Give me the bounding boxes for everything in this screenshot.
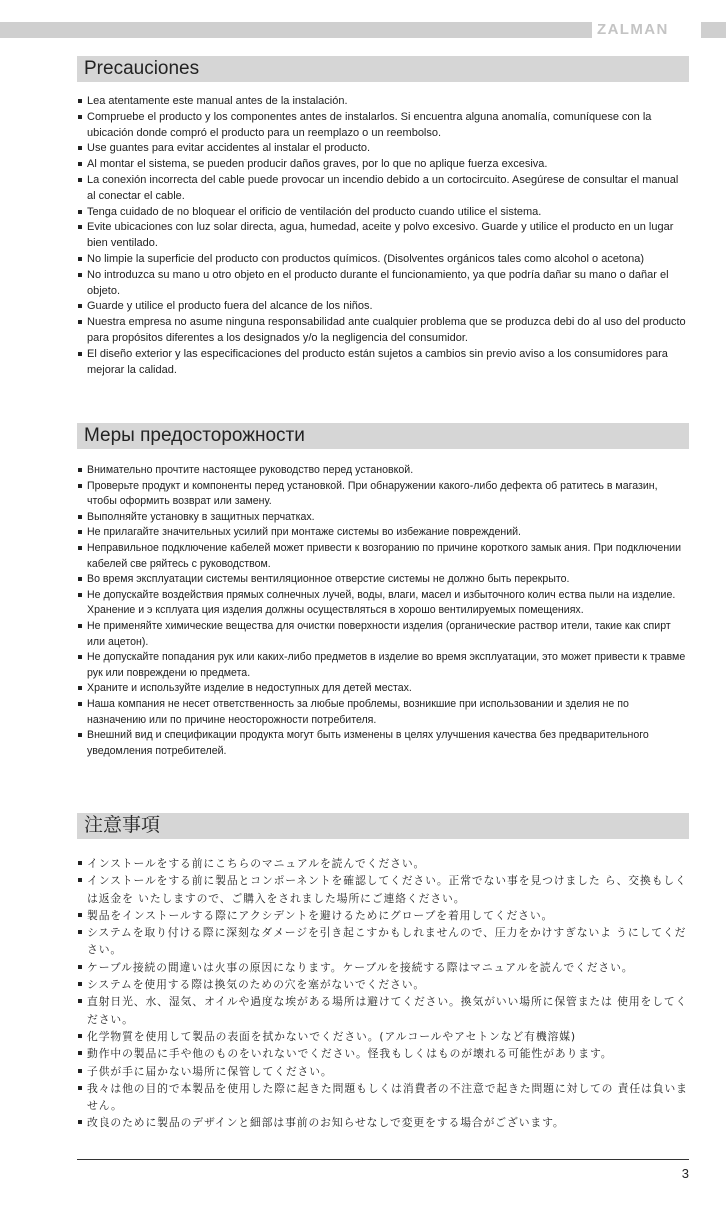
precautions-list-ru	[77, 463, 689, 759]
list-item: Al montar el sistema, se pueden producir daños graves, por lo que no aplique fuerza excesiva.	[77, 157, 689, 173]
list-item: インストールをする前にこちらのマニュアルを読んでください。	[77, 855, 689, 872]
list-item: Неправильное подключение кабелей может привести к возгоранию по причине короткого замык ания. При подключении кабелей све ряйтесь с руководством.	[77, 541, 689, 572]
section-precauciones	[77, 56, 689, 378]
list-item: インストールをする前に製品とコンポーネントを確認してください。正常でない事を見つけました ら、交換もしくは返金を いたしますので、ご購入をされました場所にご連絡ください。	[77, 872, 689, 907]
zalman-logo: ZALMAN	[597, 21, 669, 38]
list-item: Compruebe el producto y los componentes antes de instalarlos. Si encuentra alguna anomalía, comuníquese con la ubicación donde compró el producto para un reemplazo o un reembolso.	[77, 110, 689, 142]
list-item: Выполняйте установку в защитных перчатках.	[77, 510, 689, 526]
list-item: Nuestra empresa no asume ninguna responsabilidad ante cualquier problema que se produzca debi do al uso del producto para propósitos diferentes a los designados y/o la negligencia del consumidor.	[77, 315, 689, 347]
header-rule-tail	[701, 22, 726, 38]
list-item: Use guantes para evitar accidentes al instalar el producto.	[77, 141, 689, 157]
list-item: ケーブル接続の間違いは火事の原因になります。ケーブルを接続する際はマニュアルを読んでください。	[77, 959, 689, 976]
list-item: No limpie la superficie del producto con productos químicos. (Disolventes orgánicos tales como alcohol o acetona)	[77, 252, 689, 268]
list-item: 直射日光、水、湿気、オイルや過度な埃がある場所は避けてください。換気がいい場所に保管または 使用をしてください。	[77, 993, 689, 1028]
list-item: Внешний вид и спецификации продукта могут быть изменены в целях улучшения качества без предварительного уведомления потребителей.	[77, 728, 689, 759]
precautions-list-es	[77, 94, 689, 378]
footer-rule	[77, 1159, 689, 1160]
section-title-ja: 注意事項	[77, 813, 689, 839]
section-title-es: Precauciones	[77, 56, 689, 82]
list-item: 製品をインストールする際にアクシデントを避けるためにグローブを着用してください。	[77, 907, 689, 924]
list-item: Evite ubicaciones con luz solar directa, agua, humedad, aceite y polvo excesivo. Guarde y utilice el producto en un lugar bien ventilado.	[77, 220, 689, 252]
section-chuui-jikou	[77, 813, 689, 1132]
list-item: 化学物質を使用して製品の表面を拭かないでください。(アルコールやアセトンなど有機溶媒)	[77, 1028, 689, 1045]
section-title-ru: Меры предосторожности	[77, 423, 689, 449]
list-item: Не прилагайте значительных усилий при монтаже системы во избежание повреждений.	[77, 525, 689, 541]
page-number: 3	[681, 1166, 689, 1181]
list-item: Во время эксплуатации системы вентиляционное отверстие системы не должно быть перекрыто.	[77, 572, 689, 588]
list-item: Не допускайте воздействия прямых солнечных лучей, воды, влаги, масел и избыточного колич ества пыли на изделие. Хранение и э ксплуата ция изделия должны осуществляться в хорошо вентилируемых помещениях.	[77, 588, 689, 619]
header-rule	[0, 22, 592, 38]
list-item: Не применяйте химические вещества для очистки поверхности изделия (органические раствор ители, такие как спирт или ацетон).	[77, 619, 689, 650]
list-item: 我々は他の目的で本製品を使用した際に起きた問題もしくは消費者の不注意で起きた問題に対しての 責任は負いません。	[77, 1080, 689, 1115]
list-item: Наша компания не несет ответственность за любые проблемы, возникшие при использовании и зделия не по назначению или по причине неосторожности потребителя.	[77, 697, 689, 728]
section-mery-predostorozhnosti	[77, 423, 689, 759]
list-item: Guarde y utilice el producto fuera del alcance de los niños.	[77, 299, 689, 315]
list-item: システムを取り付ける際に深刻なダメージを引き起こすかもしれませんので、圧力をかけすぎないよ うにしてください。	[77, 924, 689, 959]
list-item: El diseño exterior y las especificaciones del producto están sujetos a cambios sin previo aviso a los consumidores para mejorar la calidad.	[77, 347, 689, 379]
list-item: Lea atentamente este manual antes de la instalación.	[77, 94, 689, 110]
precautions-list-ja	[77, 855, 689, 1132]
list-item: Храните и используйте изделие в недоступных для детей местах.	[77, 681, 689, 697]
list-item: 動作中の製品に手や他のものをいれないでください。怪我もしくはものが壊れる可能性があります。	[77, 1045, 689, 1062]
list-item: 改良のために製品のデザインと細部は事前のお知らせなしで変更をする場合がございます。	[77, 1114, 689, 1131]
list-item: Tenga cuidado de no bloquear el orificio de ventilación del producto cuando utilice el sistema.	[77, 205, 689, 221]
list-item: La conexión incorrecta del cable puede provocar un incendio debido a un cortocircuito. Asegúrese de consultar el manual al conectar el cable.	[77, 173, 689, 205]
list-item: システムを使用する際は換気のための穴を塞がないでください。	[77, 976, 689, 993]
list-item: 子供が手に届かない場所に保管してください。	[77, 1063, 689, 1080]
list-item: Проверьте продукт и компоненты перед установкой. При обнаружении какого-либо дефекта об ратитесь в магазин, чтобы оформить возврат или замену.	[77, 479, 689, 510]
header-band	[0, 22, 726, 38]
list-item: Не допускайте попадания рук или каких-либо предметов в изделие во время эксплуатации, это может привести к травме рук или повреждени ю предмета.	[77, 650, 689, 681]
list-item: Внимательно прочтите настоящее руководство перед установкой.	[77, 463, 689, 479]
list-item: No introduzca su mano u otro objeto en el producto durante el funcionamiento, ya que podría dañar su mano o dañar el objeto.	[77, 268, 689, 300]
